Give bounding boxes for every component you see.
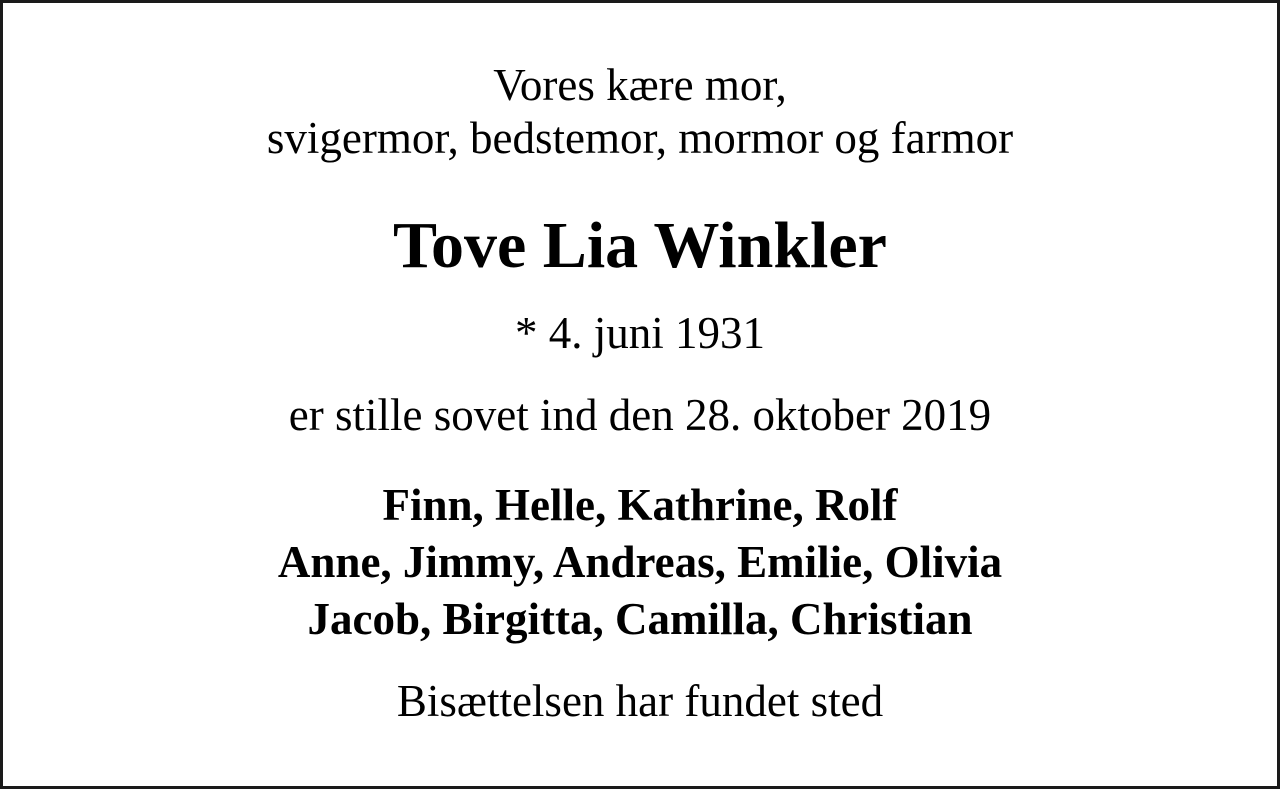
intro-line-1: Vores kære mor,: [493, 60, 787, 110]
family-line-3: Jacob, Birgitta, Camilla, Christian: [307, 594, 973, 644]
ceremony-note: Bisættelsen har fundet sted: [396, 676, 884, 726]
family-line-2: Anne, Jimmy, Andreas, Emilie, Olivia: [277, 537, 1003, 587]
intro-line-2: svigermor, bedstemor, mormor og farmor: [266, 113, 1014, 163]
deceased-name: Tove Lia Winkler: [393, 209, 887, 282]
family-line-1: Finn, Helle, Kathrine, Rolf: [382, 480, 898, 530]
intro-text: [3, 59, 1277, 165]
family-names: [3, 477, 1277, 648]
death-date: er stille sovet ind den 28. oktober 2019: [288, 390, 992, 440]
birth-date: * 4. juni 1931: [514, 308, 765, 358]
